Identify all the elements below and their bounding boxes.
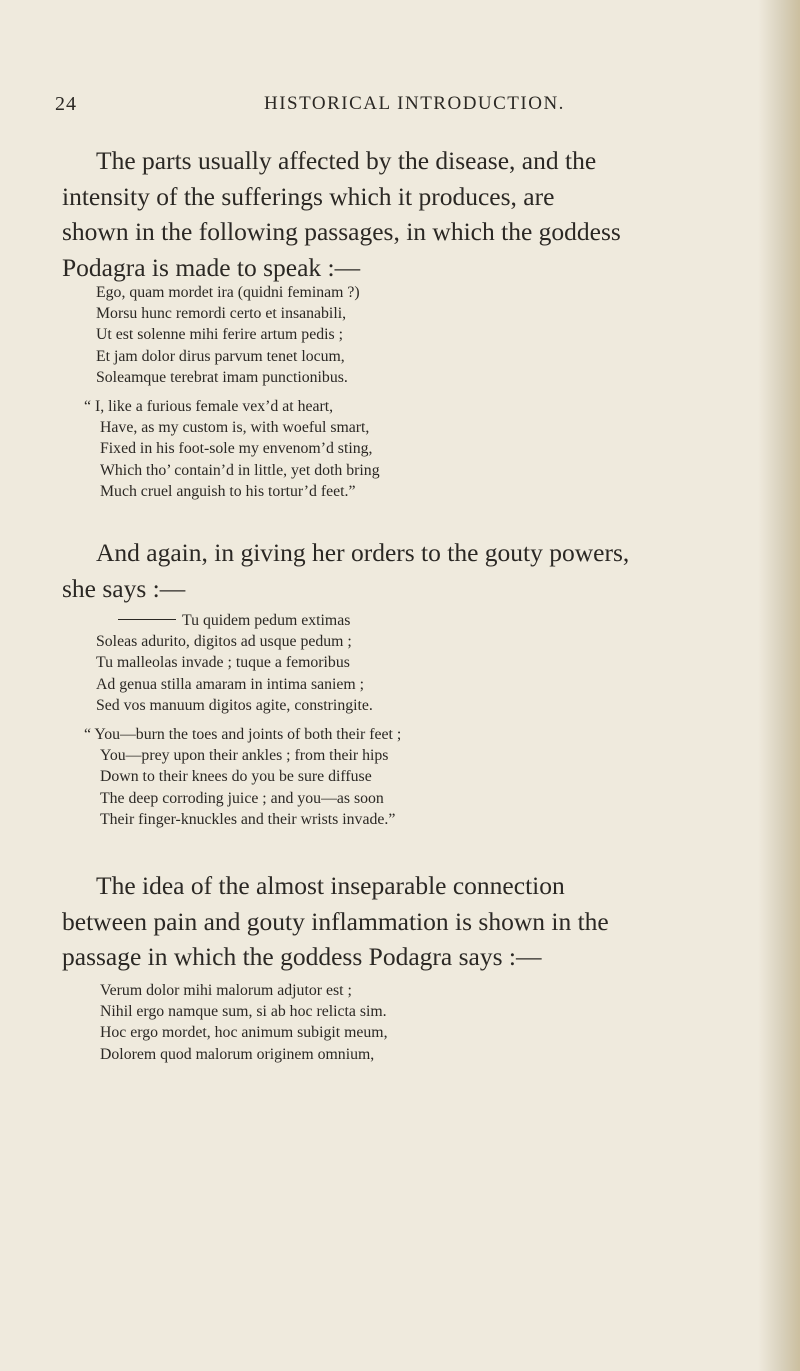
- text-line: The parts usually affected by the disease, and the: [96, 146, 597, 175]
- text-line: shown in the following passages, in which the goddess: [62, 217, 621, 246]
- verse-line: Ad genua stilla amaram in intima saniem ;: [96, 675, 365, 693]
- verse-line: Fixed in his foot-sole my envenom’d sting,: [100, 440, 373, 458]
- verse-line: Hoc ergo mordet, hoc animum subigit meum,: [100, 1024, 388, 1042]
- text-line: Podagra is made to speak :—: [62, 252, 361, 282]
- text-line: passage in which the goddess Podagra says :—: [62, 942, 542, 971]
- verse-line: Which tho’ contain’d in little, yet doth bring: [100, 461, 380, 479]
- verse-latin-3: [100, 980, 388, 1065]
- verse-line: Et jam dolor dirus parvum tenet locum,: [96, 347, 345, 365]
- verse-line: Tu malleolas invade ; tuque a femoribus: [96, 654, 350, 672]
- page-edge-shadow: [758, 0, 800, 1371]
- verse-line: Ut est solenne mihi ferire artum pedis ;: [96, 326, 343, 344]
- verse-line: You—prey upon their ankles ; from their hips: [100, 747, 389, 765]
- em-rule: [118, 619, 176, 620]
- verse-line: Have, as my custom is, with woeful smart,: [100, 419, 370, 437]
- verse-line: Morsu hunc remordi certo et insanabili,: [96, 305, 347, 323]
- verse-line: Soleamque terebrat imam punctionibus.: [96, 368, 348, 386]
- verse-line: The deep corroding juice ; and you—as soon: [100, 789, 384, 807]
- running-title: HISTORICAL INTRODUCTION.: [264, 93, 565, 114]
- text-line: between pain and gouty inflammation is shown in the: [62, 906, 609, 936]
- page-number: 24: [55, 93, 77, 115]
- verse-latin-2: [96, 610, 373, 716]
- text-line: And again, in giving her orders to the gouty powers,: [96, 538, 630, 567]
- verse-line: Verum dolor mihi malorum adjutor est ;: [100, 982, 352, 999]
- verse-line: Ego, quam mordet ira (quidni feminam ?): [96, 284, 360, 301]
- verse-line-with-dash: [96, 610, 373, 631]
- verse-line: Dolorem quod malorum originem omnium,: [100, 1045, 375, 1063]
- text-line: she says :—: [62, 573, 186, 603]
- verse-line: “ You—burn the toes and joints of both their feet ;: [84, 726, 402, 743]
- verse-line: Nihil ergo namque sum, si ab hoc relicta sim.: [100, 1003, 387, 1021]
- paragraph-intro: [62, 143, 762, 285]
- verse-latin-1: [96, 282, 360, 388]
- verse-line: Much cruel anguish to his tortur’d feet.”: [100, 482, 356, 500]
- text-line: The idea of the almost inseparable connection: [96, 871, 565, 900]
- verse-line: Soleas adurito, digitos ad usque pedum ;: [96, 633, 352, 651]
- verse-line: Sed vos manuum digitos agite, constringite.: [96, 696, 373, 714]
- verse-english-2: [84, 724, 401, 830]
- paragraph-orders: [62, 535, 762, 606]
- verse-line: Down to their knees do you be sure diffuse: [100, 768, 372, 786]
- verse-line: Their finger-knuckles and their wrists invade.”: [100, 810, 396, 828]
- verse-line: “ I, like a furious female vex’d at heart,: [84, 398, 334, 415]
- verse-line: Tu quidem pedum extimas: [182, 612, 351, 629]
- verse-english-1: [84, 396, 380, 502]
- paragraph-connection: [62, 868, 762, 975]
- text-line: intensity of the sufferings which it produces, are: [62, 181, 555, 211]
